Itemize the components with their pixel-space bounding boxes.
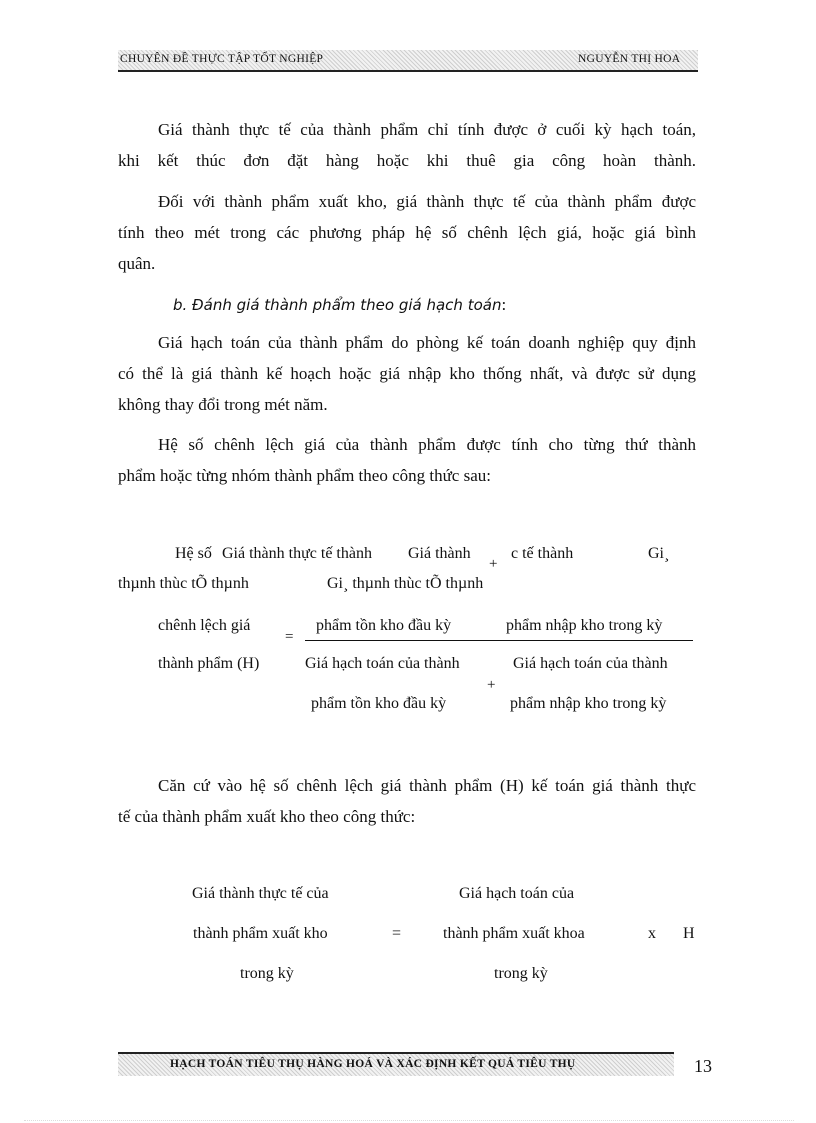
formula1-denominator-2b: phẩm nhập kho trong kỳ [510,695,667,712]
formula2-left-2: thành phẩm xuất kho [193,925,328,942]
section-heading-b-colon: : [501,295,507,314]
paragraph-3-line-3: không thay đổi trong mét năm. [118,395,328,414]
formula1-label-line-1: chênh lệch giá [158,617,251,634]
formula1-label-line-2: thành phẩm (H) [158,655,260,672]
formula2-right-3: trong kỳ [494,965,548,982]
footer-title: HẠCH TOÁN TIÊU THỤ HÀNG HOÁ VÀ XÁC ĐỊNH KẾT QUẢ TIÊU THỤ [170,1058,576,1070]
paragraph-4-line-2: phẩm hoặc từng nhóm thành phẩm theo công thức sau: [118,466,491,485]
formula2-times: x [648,925,656,942]
formula1-row1-e: Gi¸ [648,545,670,562]
formula2-h: H [683,925,695,942]
formula1-numerator-1: phẩm tồn kho đầu kỳ [316,617,452,634]
formula1-denominator-1b: phẩm tồn kho đầu kỳ [311,695,447,712]
formula1-row2-a: thµnh thùc tÕ thµnh [118,575,249,592]
paragraph-5-line-2: tế của thành phẩm xuất kho theo công thức: [118,807,416,826]
page-number: 13 [694,1056,712,1076]
formula1-row1-b: Giá thành thực tế thành [222,545,372,562]
page-bottom-dotted-line [24,1120,794,1121]
formula1-denominator-2a: Giá hạch toán của thành [513,655,668,672]
formula1-numerator-2: phẩm nhập kho trong kỳ [506,617,663,634]
formula2-left-1: Giá thành thực tế của [192,885,329,902]
formula1-row1-plus: + [489,556,498,572]
formula1-denominator-plus: + [487,677,496,693]
formula1-row1-d: c tế thành [511,545,574,562]
header-title: CHUYÊN ĐỀ THỰC TẬP TỐT NGHIỆP [120,53,324,65]
formula2-right-1: Giá hạch toán của [459,885,575,902]
paragraph-2-line-3: quân. [118,254,156,273]
formula1-row1-a: Hệ số [175,545,212,562]
formula1-denominator-1a: Giá hạch toán của thành [305,655,460,672]
formula2-left-3: trong kỳ [240,965,294,982]
paragraph-5-line-1: Căn cứ vào hệ số chênh lệch giá thành phẩm (H) kế toán giá thành thực [158,776,696,795]
paragraph-1-line-2: khi kết thúc đơn đặt hàng hoặc khi thuê gia công hoàn thành. [118,151,696,170]
paragraph-4-line-1: Hệ số chênh lệch giá của thành phẩm được tính cho từng thứ thành [158,435,696,454]
formula1-row1-c: Giá thành [408,545,471,562]
paragraph-2-line-1: Đối với thành phẩm xuất kho, giá thành thực tế của thành phẩm được [158,192,696,211]
formula1-fraction-bar [305,640,693,641]
formula2-equals: = [392,925,402,942]
formula1-equals: = [285,629,294,645]
section-heading-b [173,289,506,321]
header-author: NGUYỄN THỊ HOA [578,53,681,65]
paragraph-3-line-1: Giá hạch toán của thành phẩm do phòng kế toán doanh nghiệp quy định [158,333,696,352]
paragraph-2-line-2: tính theo mét trong các phương pháp hệ số chênh lệch giá, hoặc giá bình [118,223,696,242]
paragraph-1-line-1: Giá thành thực tế của thành phẩm chỉ tính được ở cuối kỳ hạch toán, [158,120,696,139]
paragraph-3-line-2: có thể là giá thành kế hoạch hoặc giá nhập kho thống nhất, và được sử dụng [118,364,696,383]
formula1-row2-b: Gi¸ thµnh thùc tÕ thµnh [327,575,484,592]
formula2-right-2: thành phẩm xuất khoa [443,925,585,942]
section-heading-b-text: b. Đánh giá thành phẩm theo giá hạch toán [173,296,502,314]
